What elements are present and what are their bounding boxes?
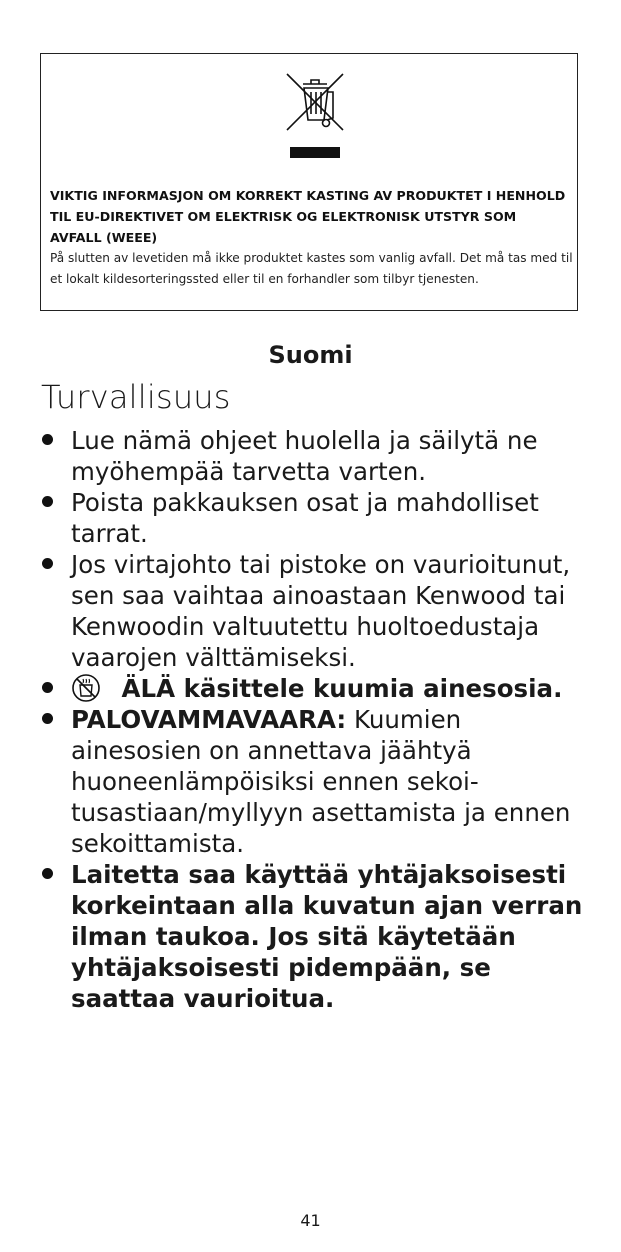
- bullet-dot: [42, 868, 53, 879]
- bullet-text: Lue nämä ohjeet huolella ja säilytä ne myöhempää tarvetta varten.: [71, 426, 538, 486]
- page-number: 41: [300, 1211, 321, 1230]
- bullet-dot: [42, 496, 53, 507]
- language-title: Suomi: [268, 341, 353, 369]
- list-item: [0, 673, 586, 704]
- weee-underline-bar: [290, 147, 340, 158]
- section-title: Turvallisuus: [41, 378, 231, 416]
- list-item: [0, 704, 586, 859]
- safety-bullet-list: [0, 425, 621, 1014]
- bullet-dot: [42, 558, 53, 569]
- no-hot-ingredients-icon: [71, 673, 101, 703]
- bullet-text: Laitetta saa käyttää yhtäjaksoisesti korkeintaan alla kuvatun ajan verran ilman taukoa. Jos sitä käytetään yhtäjaksoisesti pidempään, se saattaa vaurioitua.: [71, 860, 583, 1013]
- list-item: [0, 859, 586, 1014]
- bullet-dot: [42, 682, 53, 693]
- weee-heading: VIKTIG INFORMASJON OM KORREKT KASTING AV PRODUKTET I HENHOLD TIL EU-DIREKTIVET OM ELEKTRISK OG ELEKTRONISK UTSTYR SOM AVFALL (WEEE): [50, 188, 566, 245]
- list-item: [0, 487, 586, 549]
- bullet-dot: [42, 713, 53, 724]
- bullet-text: Poista pakkauksen osat ja mahdolliset tarrat.: [71, 488, 539, 548]
- list-item: [0, 549, 586, 673]
- bullet-bold-prefix: PALOVAMMAVAARA:: [71, 705, 347, 734]
- bullet-text: ÄLÄ käsittele kuumia ainesosia.: [121, 674, 563, 703]
- bullet-text: Kuumien ainesosien on annettava jäähtyä huoneenlämpöisiksi ennen sekoi-tusastiaan/myllyyn asettamista ja ennen sekoittamista.: [71, 705, 571, 858]
- weee-body-text: På slutten av levetiden må ikke produktet kastes som vanlig avfall. Det må tas med til et lokalt kildesorteringssted eller til en forhandler som tilbyr tjenesten.: [50, 251, 573, 286]
- bullet-dot: [42, 434, 53, 445]
- list-item: [0, 425, 586, 487]
- crossed-out-wheelie-bin-icon: [283, 70, 347, 134]
- weee-notice-box: [40, 53, 578, 311]
- bullet-text: Jos virtajohto tai pistoke on vaurioitunut, sen saa vaihtaa ainoastaan Kenwood tai Kenwoodin valtuutettu huoltoedustaja vaarojen välttämiseksi.: [71, 550, 571, 672]
